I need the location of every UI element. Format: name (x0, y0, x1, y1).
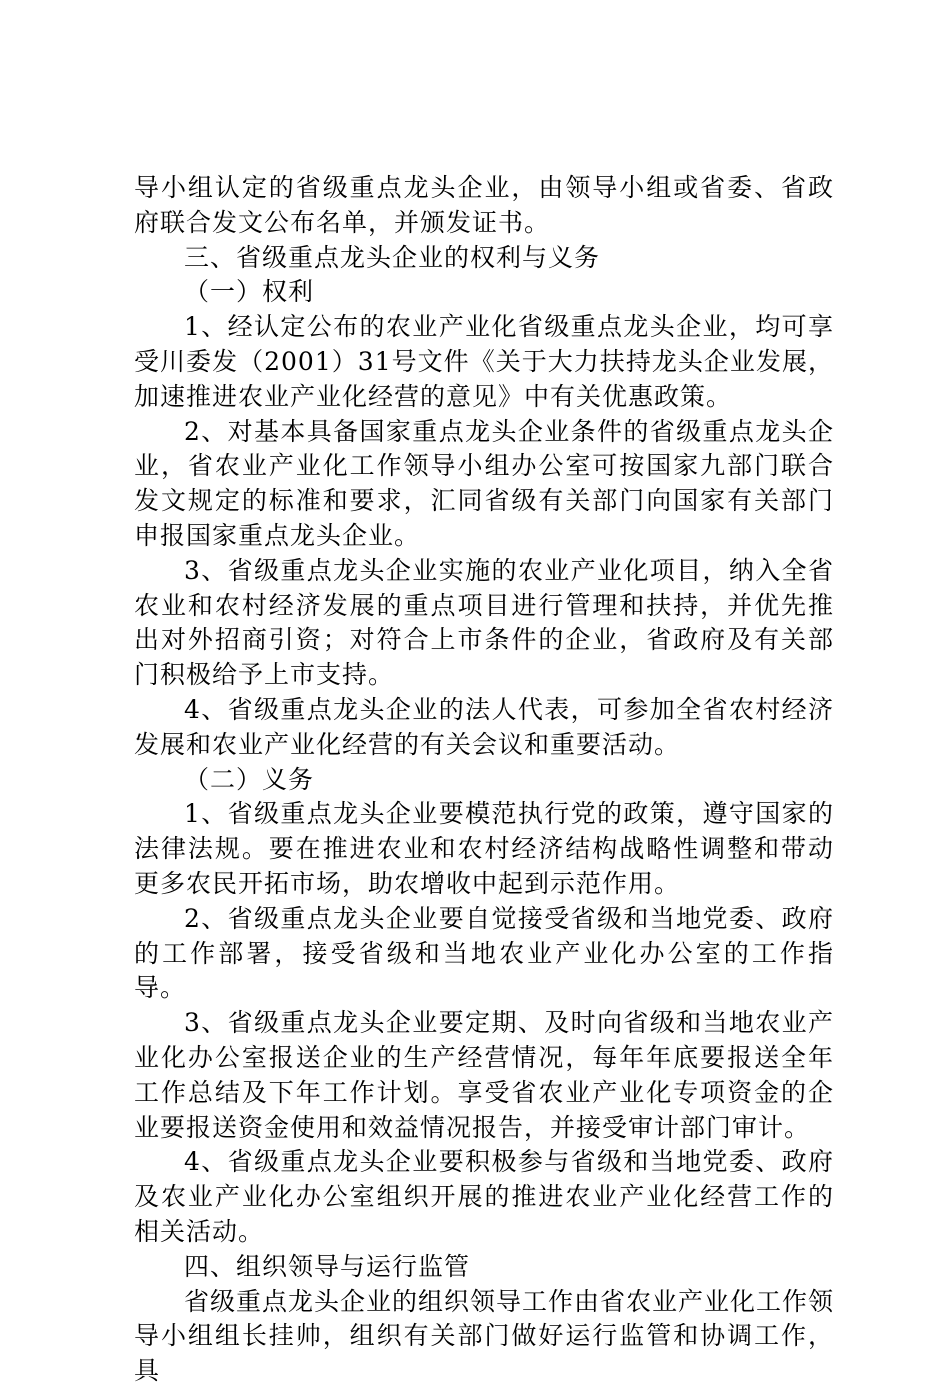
obligations-item-2: 2、省级重点龙头企业要自觉接受省级和当地党委、政府的工作部署，接受省级和当地农业产业化办公室的工作指导。 (134, 903, 834, 1003)
subsection-heading-obligations: （二）义务 (184, 764, 315, 794)
rights-item-4: 4、省级重点龙头企业的法人代表，可参加全省农村经济发展和农业产业化经营的有关会议和重要活动。 (134, 694, 834, 759)
obligations-item-1: 1、省级重点龙头企业要模范执行党的政策，遵守国家的法律法规。要在推进农业和农村经济结构战略性调整和带动更多农民开拓市场，助农增收中起到示范作用。 (134, 799, 834, 898)
obligations-item-4: 4、省级重点龙头企业要积极参与省级和当地党委、政府及农业产业化办公室组织开展的推进农业产业化经营工作的相关活动。 (134, 1147, 834, 1246)
paragraph-continued: 导小组认定的省级重点龙头企业，由领导小组或省委、省政府联合发文公布名单，并颁发证书。 (134, 173, 834, 237)
rights-item-1: 1、经认定公布的农业产业化省级重点龙头企业，均可享受川委发（2001）31号文件《关于大力扶持龙头企业发展，加速推进农业产业化经营的意见》中有关优惠政策。 (134, 312, 834, 411)
obligations-item-3: 3、省级重点龙头企业要定期、及时向省级和当地农业产业化办公室报送企业的生产经营情况，每年年底要报送全年工作总结及下年工作计划。享受省农业产业化专项资金的企业要报送资金使用和效益情况报告，并接受审计部门审计。 (134, 1008, 834, 1142)
subsection-heading-rights: （一）权利 (184, 277, 315, 307)
rights-item-3: 3、省级重点龙头企业实施的农业产业化项目，纳入全省农业和农村经济发展的重点项目进行管理和扶持，并优先推出对外招商引资；对符合上市条件的企业，省政府及有关部门积极给予上市支持。 (134, 555, 834, 690)
section-heading-organization: 四、组织领导与运行监管 (184, 1251, 471, 1281)
rights-item-2: 2、对基本具备国家重点龙头企业条件的省级重点龙头企业，省农业产业化工作领导小组办公室可按国家九部门联合发文规定的标准和要求，汇同省级有关部门向国家有关部门申报国家重点龙头企业。 (134, 416, 834, 550)
organization-paragraph: 省级重点龙头企业的组织领导工作由省农业产业化工作领导小组组长挂帅，组织有关部门做好运行监管和协调工作，具 (134, 1286, 835, 1386)
document-page (134, 171, 834, 1389)
section-heading-rights-obligations: 三、省级重点龙头企业的权利与义务 (184, 242, 601, 272)
